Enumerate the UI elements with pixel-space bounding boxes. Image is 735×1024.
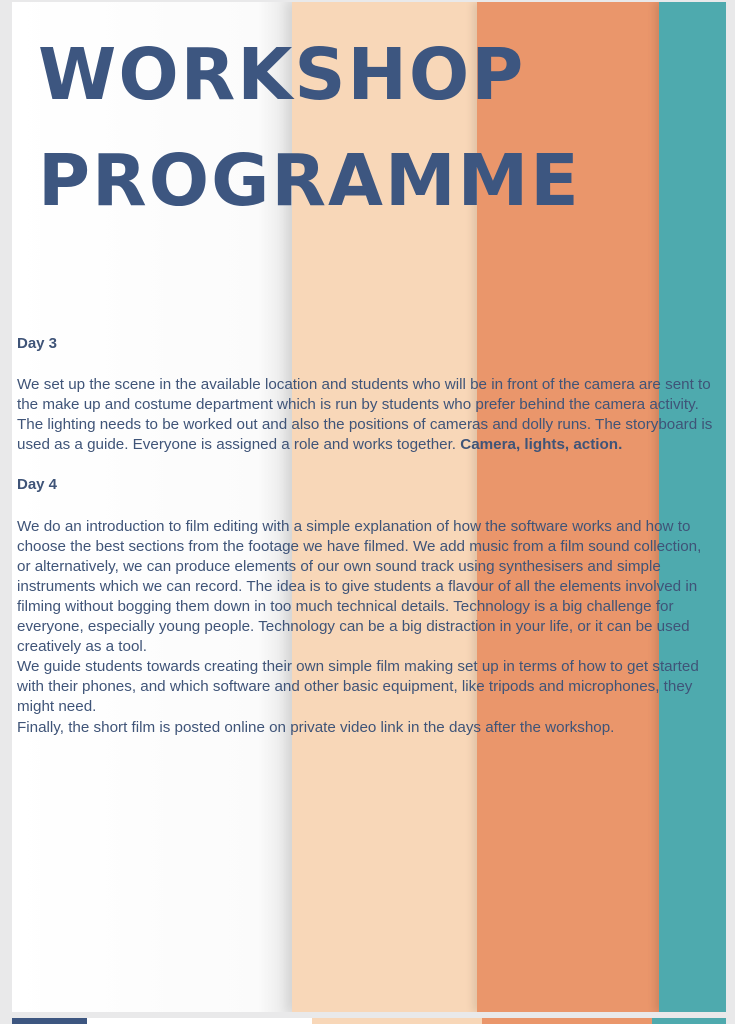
day4-paragraph-1: We do an introduction to film editing with a simple explanation of how the software works and how to choose the best sections from the footage we have filmed. We add music from a film sound collection, or alternatively, we can produce elements of our own sound track using synthesisers and simple instruments which we can record. The idea is to give students a flavour of all the elements involved in filming without bogging them down in too much technical details. Technology is a big challenge for everyone, especially young people. Technology can be a big distraction in your life, or it can be used creatively as a tool. [17,517,702,656]
page-title [38,22,581,234]
day3-emphasis: Camera, lights, action. [460,436,623,454]
day4-paragraph-3: Finally, the short film is posted online on private video link in the days after the workshop. [17,718,615,736]
day4-heading: Day 4 [17,476,58,494]
day4-paragraph-2: We guide students towards creating their own simple film making set up in terms of how to get started with their phones, and which software and other basic equipment, like tripods and microphones, they might need. [17,658,699,716]
programme-content [17,334,717,738]
next-page-edge [12,1018,726,1024]
day3-heading: Day 3 [17,335,58,352]
day3-body: We set up the scene in the available location and students who will be in front of the camera are sent to the make up and costume department which is run by students who prefer behind the camera activity. The lighting needs to be worked out and also the positions of cameras and dolly runs. The storyboard is used as a guide. Everyone is assigned a role and works together. [17,376,713,454]
title-line-1: WORKSHOP [38,33,526,116]
title-line-2: PROGRAMME [38,139,581,222]
day3-text [17,375,717,455]
